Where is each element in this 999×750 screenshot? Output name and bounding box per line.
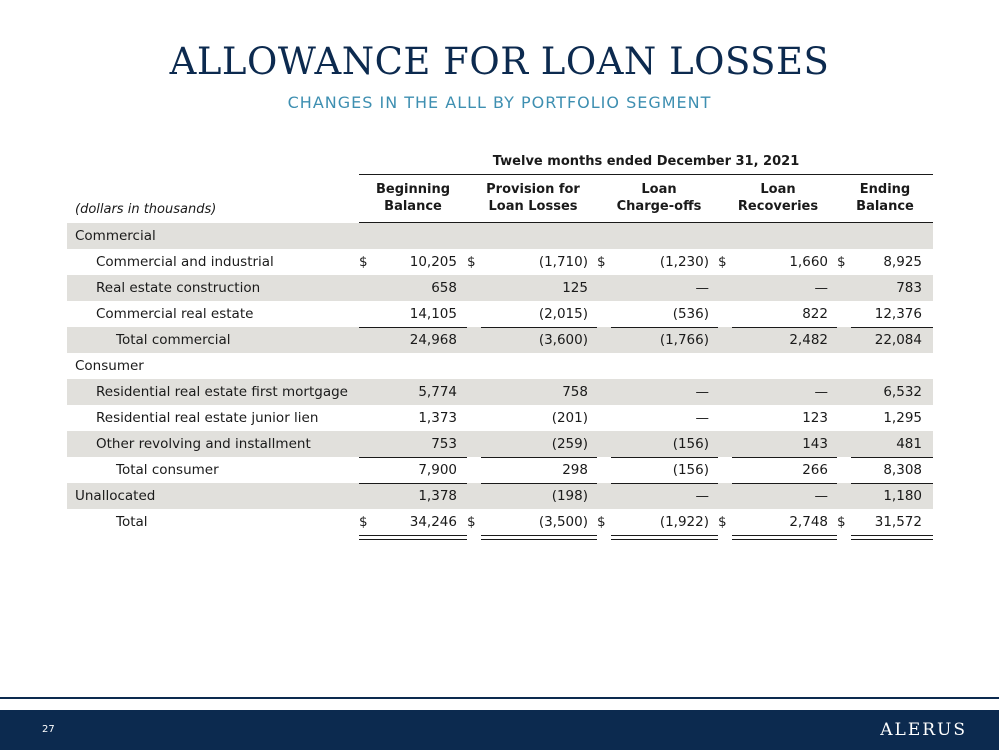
cell-value: 24,968 [409,332,457,348]
cell-value: 10,205 [409,254,457,270]
total-double-rule [481,539,597,540]
cell-value: (3,500) [538,514,588,530]
table-row [67,249,933,275]
cell-value: 8,308 [883,462,922,478]
row-label: Residential real estate junior lien [96,410,319,426]
subtotal-rule [732,327,837,328]
footer-rule [0,697,999,699]
table-row [67,353,933,379]
table-row [67,379,933,405]
cell-value: (536) [672,306,709,322]
cell-value: (198) [551,488,588,504]
cell-value: 1,660 [789,254,828,270]
cell-value: (1,766) [659,332,709,348]
units-label: (dollars in thousands) [75,202,217,217]
dollar-sign: $ [597,254,606,270]
total-double-rule [611,535,718,536]
total-double-rule [359,535,467,536]
table-row [67,275,933,301]
cell-value: (1,922) [659,514,709,530]
page-number: 27 [42,724,55,735]
column-header [718,181,838,215]
row-label: Residential real estate first mortgage [96,384,348,400]
cell-value: 481 [896,436,922,452]
row-label: Real estate construction [96,280,261,296]
row-label: Commercial real estate [96,306,254,322]
subtotal-rule [359,483,467,484]
subtotal-rule [851,327,933,328]
period-header: Twelve months ended December 31, 2021 [492,154,800,169]
total-double-rule [732,535,837,536]
row-label: Total [116,514,148,530]
column-header-line2: Loan Losses [488,199,578,214]
cell-value: 783 [896,280,922,296]
cell-value: 6,532 [883,384,922,400]
cell-value: (201) [551,410,588,426]
subtotal-rule [359,327,467,328]
subtotal-rule [611,457,718,458]
cell-value: 5,774 [418,384,457,400]
table-row [67,509,933,535]
dollar-sign: $ [837,514,846,530]
cell-value: 758 [562,384,588,400]
cell-value: 1,180 [883,488,922,504]
total-double-rule [481,535,597,536]
subtotal-rule [732,483,837,484]
total-double-rule [851,539,933,540]
cell-value: (3,600) [538,332,588,348]
dollar-sign: $ [467,514,476,530]
subtotal-rule [611,327,718,328]
cell-value: (259) [551,436,588,452]
cell-value: — [814,384,828,400]
column-header [825,181,945,215]
column-header-line1: Provision for [486,182,580,197]
subtotal-rule [359,457,467,458]
column-header [353,181,473,215]
table-row [67,483,933,509]
cell-value: (2,015) [538,306,588,322]
table-row [67,431,933,457]
table-row [67,301,933,327]
cell-value: 2,482 [789,332,828,348]
dollar-sign: $ [359,254,368,270]
table-row [67,223,933,249]
row-label: Total consumer [116,462,219,478]
cell-value: 1,378 [418,488,457,504]
cell-value: 31,572 [874,514,922,530]
row-label: Consumer [75,358,144,374]
row-label: Other revolving and installment [96,436,311,452]
cell-value: (156) [672,436,709,452]
alerus-logo: ALERUS [880,720,967,740]
cell-value: 298 [562,462,588,478]
subtotal-rule [851,457,933,458]
cell-value: 753 [431,436,457,452]
cell-value: 2,748 [789,514,828,530]
cell-value: 266 [802,462,828,478]
subtotal-rule [851,483,933,484]
column-header-line2: Recoveries [737,199,819,214]
period-rule [359,174,933,175]
cell-value: — [695,488,709,504]
cell-value: — [695,280,709,296]
row-label: Total commercial [116,332,231,348]
dollar-sign: $ [597,514,606,530]
column-header-line1: Loan [641,182,677,197]
dollar-sign: $ [718,254,727,270]
page-subtitle: CHANGES IN THE ALLL BY PORTFOLIO SEGMENT [287,93,712,112]
dollar-sign: $ [467,254,476,270]
cell-value: 1,295 [883,410,922,426]
total-double-rule [851,535,933,536]
cell-value: 14,105 [409,306,457,322]
cell-value: 8,925 [883,254,922,270]
column-header-line2: Balance [856,199,914,214]
cell-value: (1,710) [538,254,588,270]
cell-value: — [695,384,709,400]
cell-value: — [814,488,828,504]
column-header-line1: Loan [760,182,796,197]
table-row [67,405,933,431]
cell-value: 143 [802,436,828,452]
subtotal-rule [481,327,597,328]
cell-value: (1,230) [659,254,709,270]
cell-value: — [814,280,828,296]
table-row [67,327,933,353]
footer-bar [0,710,999,750]
cell-value: 7,900 [418,462,457,478]
total-double-rule [611,539,718,540]
cell-value: 12,376 [874,306,922,322]
cell-value: — [695,410,709,426]
column-header [599,181,719,215]
cell-value: 658 [431,280,457,296]
subtotal-rule [481,457,597,458]
subtotal-rule [732,457,837,458]
dollar-sign: $ [359,514,368,530]
column-header [473,181,593,215]
page-title: ALLOWANCE FOR LOAN LOSSES [169,40,830,83]
subtotal-rule [611,483,718,484]
cell-value: 125 [562,280,588,296]
cell-value: 822 [802,306,828,322]
dollar-sign: $ [837,254,846,270]
column-header-line1: Beginning [375,182,450,197]
dollar-sign: $ [718,514,727,530]
cell-value: 22,084 [874,332,922,348]
total-double-rule [732,539,837,540]
column-header-line2: Charge-offs [616,199,702,214]
row-label: Commercial and industrial [96,254,274,270]
table-row [67,457,933,483]
column-header-line1: Ending [859,182,911,197]
cell-value: (156) [672,462,709,478]
column-header-line2: Balance [384,199,442,214]
cell-value: 123 [802,410,828,426]
row-label: Commercial [75,228,156,244]
total-double-rule [359,539,467,540]
row-label: Unallocated [75,488,156,504]
cell-value: 34,246 [409,514,457,530]
subtotal-rule [481,483,597,484]
cell-value: 1,373 [418,410,457,426]
